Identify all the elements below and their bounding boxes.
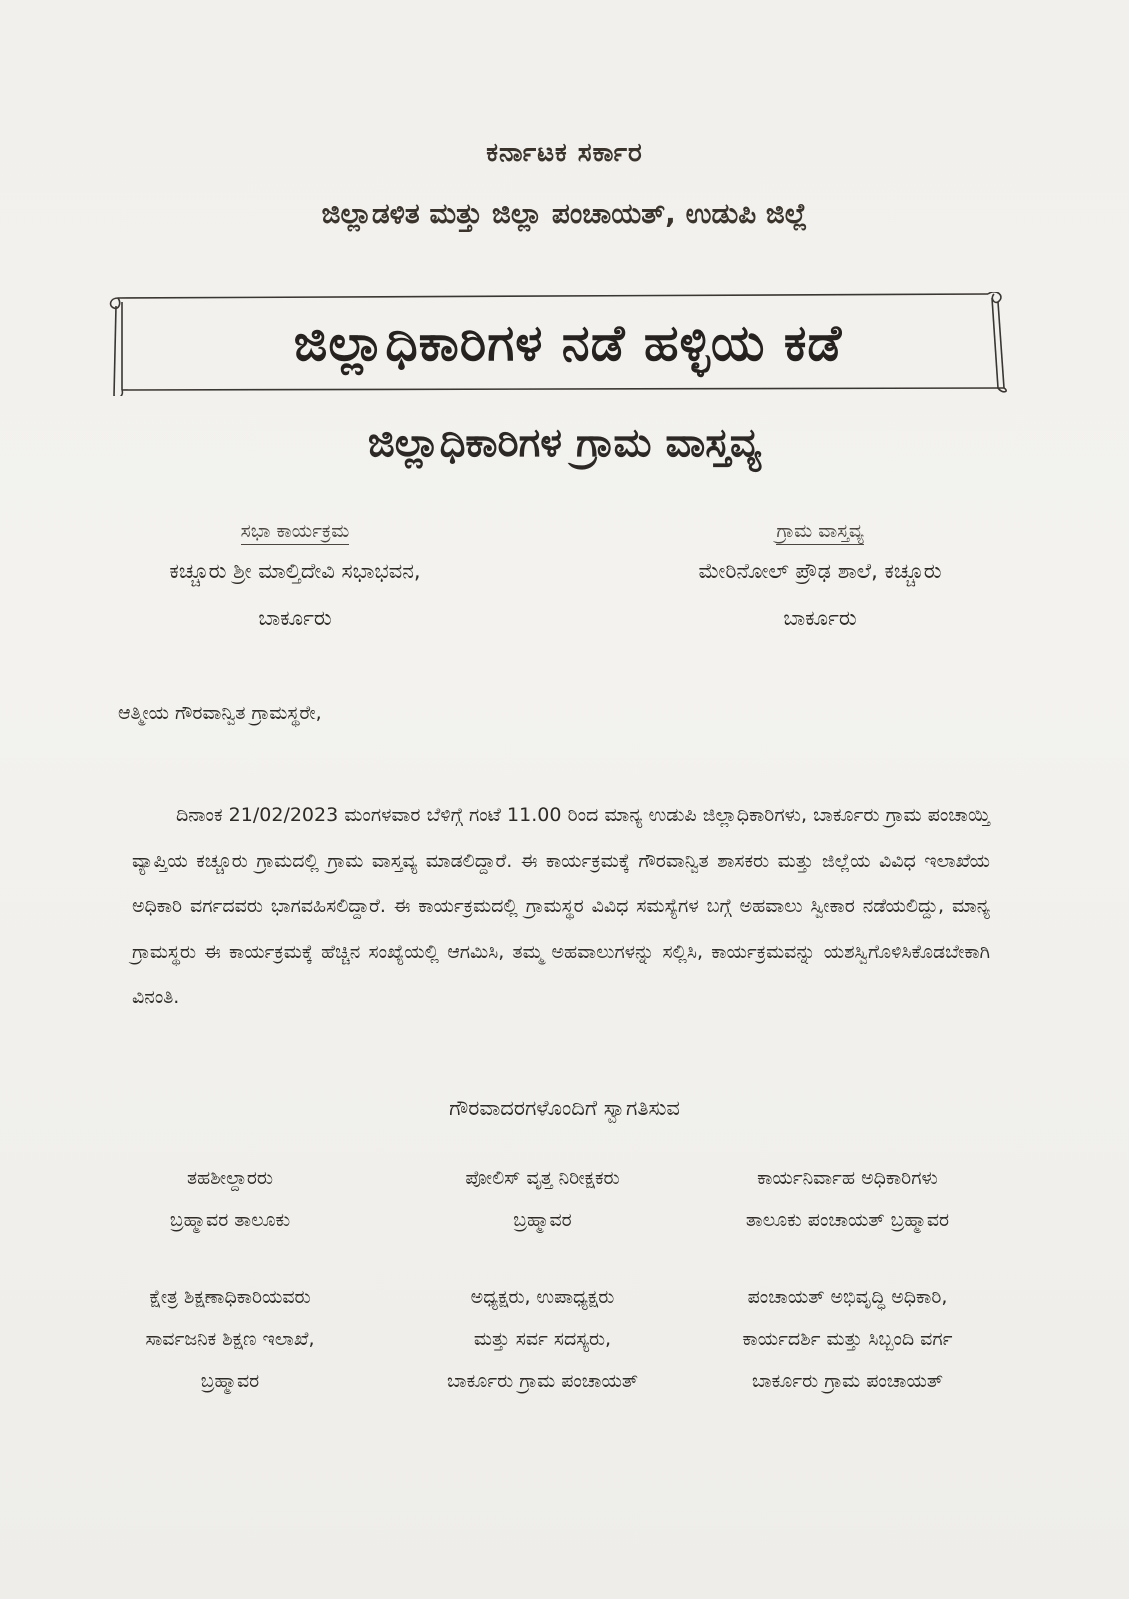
stay-venue [640,520,1000,631]
official-line: ಅಧ್ಯಕ್ಷರು, ಉಪಾಧ್ಯಕ್ಷರು [470,1286,615,1308]
scroll-banner [108,292,1028,396]
meeting-venue-line1: ಕಚ್ಚೂರು ಶ್ರೀ ಮಾಲ್ತಿದೇವಿ ಸಭಾಭವನ, [169,559,421,583]
official-line: ತಾಲೂಕು ಪಂಚಾಯತ್ ಬ್ರಹ್ಮಾವರ [745,1209,950,1231]
department-name: ಜಿಲ್ಲಾಡಳಿತ ಮತ್ತು ಜಿಲ್ಲಾ ಪಂಚಾಯತ್, ಉಡುಪಿ ಜಿಲ್ಲೆ [321,197,808,230]
official-line: ಕಾರ್ಯದರ್ಶಿ ಮತ್ತು ಸಿಬ್ಬಂದಿ ವರ್ಗ [742,1328,953,1350]
official-line: ಸಾರ್ವಜನಿಕ ಶಿಕ್ಷಣ ಇಲಾಖೆ, [145,1328,315,1350]
official-panchayat-members [405,1276,680,1402]
stay-venue-heading: ಗ್ರಾಮ ವಾಸ್ತವ್ಯ [776,520,863,545]
official-line: ಬ್ರಹ್ಮಾವರ [513,1209,572,1231]
banner-title: ಜಿಲ್ಲಾಧಿಕಾರಿಗಳ ನಡೆ ಹಳ್ಳಿಯ ಕಡೆ [293,314,843,372]
invitation-body: ದಿನಾಂಕ 21/02/2023 ಮಂಗಳವಾರ ಬೆಳಿಗ್ಗೆ ಗಂಟೆ 11.00 ರಿಂದ ಮಾನ್ಯ ಉಡುಪಿ ಜಿಲ್ಲಾಧಿಕಾರಿಗಳು, ಬಾರ್ಕೂರು ಗ್ರಾಮ ಪಂಚಾಯ್ತಿ ವ್ಯಾಪ್ತಿಯ ಕಚ್ಚೂರು ಗ್ರಾಮದಲ್ಲಿ ಗ್ರಾಮ ವಾಸ್ತವ್ಯ ಮಾಡಲಿದ್ದಾರೆ. ಈ ಕಾರ್ಯಕ್ರಮಕ್ಕೆ ಗೌರವಾನ್ವಿತ ಶಾಸಕರು ಮತ್ತು ಜಿಲ್ಲೆಯ ವಿವಿಧ ಇಲಾಖೆಯ ಅಧಿಕಾರಿ ವರ್ಗದವರು ಭಾಗವಹಿಸಲಿದ್ದಾರೆ. ಈ ಕಾರ್ಯಕ್ರಮದಲ್ಲಿ ಗ್ರಾಮಸ್ಥರ ವಿವಿಧ ಸಮಸ್ಯೆಗಳ ಬಗ್ಗೆ ಅಹವಾಲು ಸ್ವೀಕಾರ ನಡೆಯಲಿದ್ದು, ಮಾನ್ಯ ಗ್ರಾಮಸ್ಥರು ಈ ಕಾರ್ಯಕ್ರಮಕ್ಕೆ ಹೆಚ್ಚಿನ ಸಂಖ್ಯೆಯಲ್ಲಿ ಆಗಮಿಸಿ, ತಮ್ಮ ಅಹವಾಲುಗಳನ್ನು ಸಲ್ಲಿಸಿ, ಕಾರ್ಯಕ್ರಮವನ್ನು ಯಶಸ್ವಿಗೊಳಿಸಿಕೊಡಬೇಕಾಗಿ ವಿನಂತಿ. [132,804,991,1008]
official-tahsildar [110,1157,350,1241]
salutation: ಆತ್ಮೀಯ ಗೌರವಾನ್ವಿತ ಗ್ರಾಮಸ್ಥರೇ, [118,702,322,724]
welcome-line: ಗೌರವಾದರಗಳೊಂದಿಗೆ ಸ್ವಾಗತಿಸುವ [449,1096,680,1120]
meeting-venue [110,520,480,631]
meeting-venue-line2: ಬಾರ್ಕೂರು [258,606,332,630]
official-line: ಬಾರ್ಕೂರು ಗ್ರಾಮ ಪಂಚಾಯತ್ [446,1370,639,1392]
stay-venue-line1: ಮೇರಿನೋಲ್ ಪ್ರೌಢ ಶಾಲೆ, ಕಚ್ಚೂರು [698,559,942,583]
stay-venue-line2: ಬಾರ್ಕೂರು [783,606,857,630]
official-executive-officer [700,1157,995,1241]
official-line: ಬ್ರಹ್ಮಾವರ ತಾಲೂಕು [169,1209,291,1231]
official-line: ಪಂಚಾಯತ್ ಅಭಿವೃದ್ಧಿ ಅಧಿಕಾರಿ, [747,1286,948,1308]
government-name: ಕರ್ನಾಟಕ ಸರ್ಕಾರ [486,138,643,168]
meeting-venue-heading: ಸಭಾ ಕಾರ್ಯಕ್ರಮ [241,520,350,545]
official-line: ಪೋಲಿಸ್ ವೃತ್ತ ನಿರೀಕ್ಷಕರು [465,1167,620,1189]
official-police-inspector [405,1157,680,1241]
official-line: ಕಾರ್ಯನಿರ್ವಾಹ ಅಧಿಕಾರಿಗಳು [757,1167,938,1189]
official-line: ತಹಶೀಲ್ದಾರರು [186,1167,273,1189]
subtitle: ಜಿಲ್ಲಾಧಿಕಾರಿಗಳ ಗ್ರಾಮ ವಾಸ್ತವ್ಯ [367,420,762,466]
official-line: ಬಾರ್ಕೂರು ಗ್ರಾಮ ಪಂಚಾಯತ್ [751,1370,944,1392]
official-line: ಕ್ಷೇತ್ರ ಶಿಕ್ಷಣಾಧಿಕಾರಿಯವರು [149,1286,311,1308]
official-education-officer [110,1276,350,1402]
official-line: ಬ್ರಹ್ಮಾವರ [200,1370,260,1392]
official-line: ಮತ್ತು ಸರ್ವ ಸದಸ್ಯರು, [473,1328,612,1350]
official-development-officer [700,1276,995,1402]
